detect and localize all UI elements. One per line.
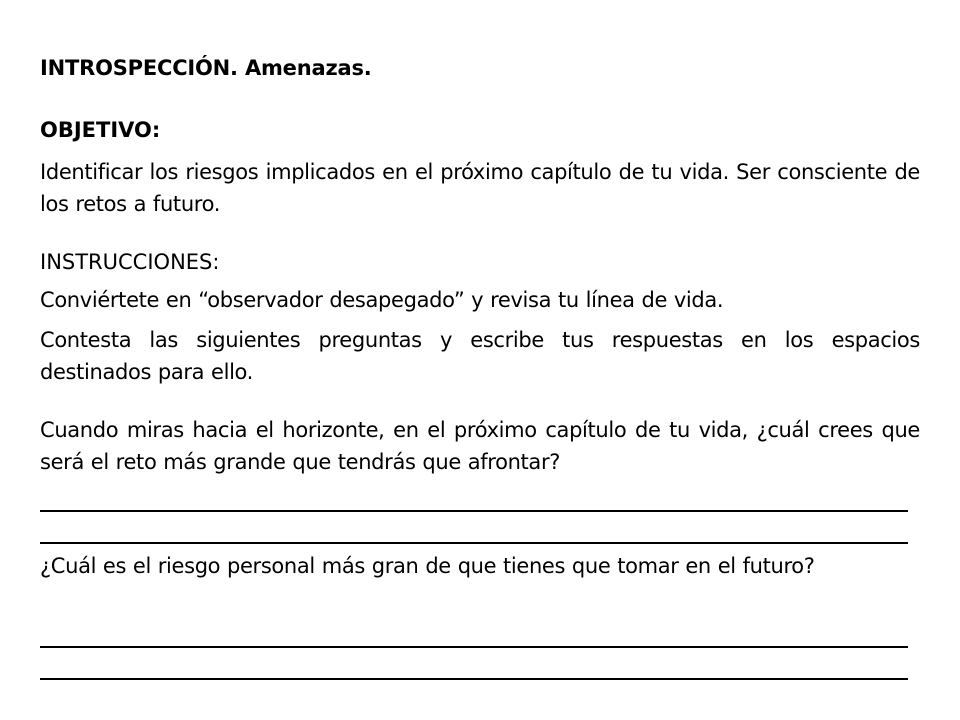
question-1: Cuando miras hacia el horizonte, en el próximo capítulo de tu vida, ¿cuál crees que será el reto más grande que tendrás que afrontar?	[40, 418, 920, 474]
instructions-line-1: Conviértete en “observador desapegado” y revisa tu línea de vida.	[40, 288, 724, 312]
worksheet-page	[40, 0, 920, 720]
objective-text: Identificar los riesgos implicados en el próximo capítulo de tu vida. Ser consciente de los retos a futuro.	[40, 160, 920, 216]
instructions-line-2: Contesta las siguientes preguntas y escribe tus respuestas en los espacios destinados para ello.	[40, 328, 920, 384]
answer-line-1a[interactable]	[40, 510, 908, 512]
objective-heading: OBJETIVO:	[40, 118, 161, 142]
question-2: ¿Cuál es el riesgo personal más gran de que tienes que tomar en el futuro?	[40, 554, 815, 578]
answer-line-2a[interactable]	[40, 646, 908, 648]
answer-line-2b[interactable]	[40, 678, 908, 680]
answer-line-1b[interactable]	[40, 542, 908, 544]
instructions-heading: INSTRUCCIONES:	[40, 250, 220, 274]
page-title: INTROSPECCIÓN. Amenazas.	[40, 56, 372, 80]
